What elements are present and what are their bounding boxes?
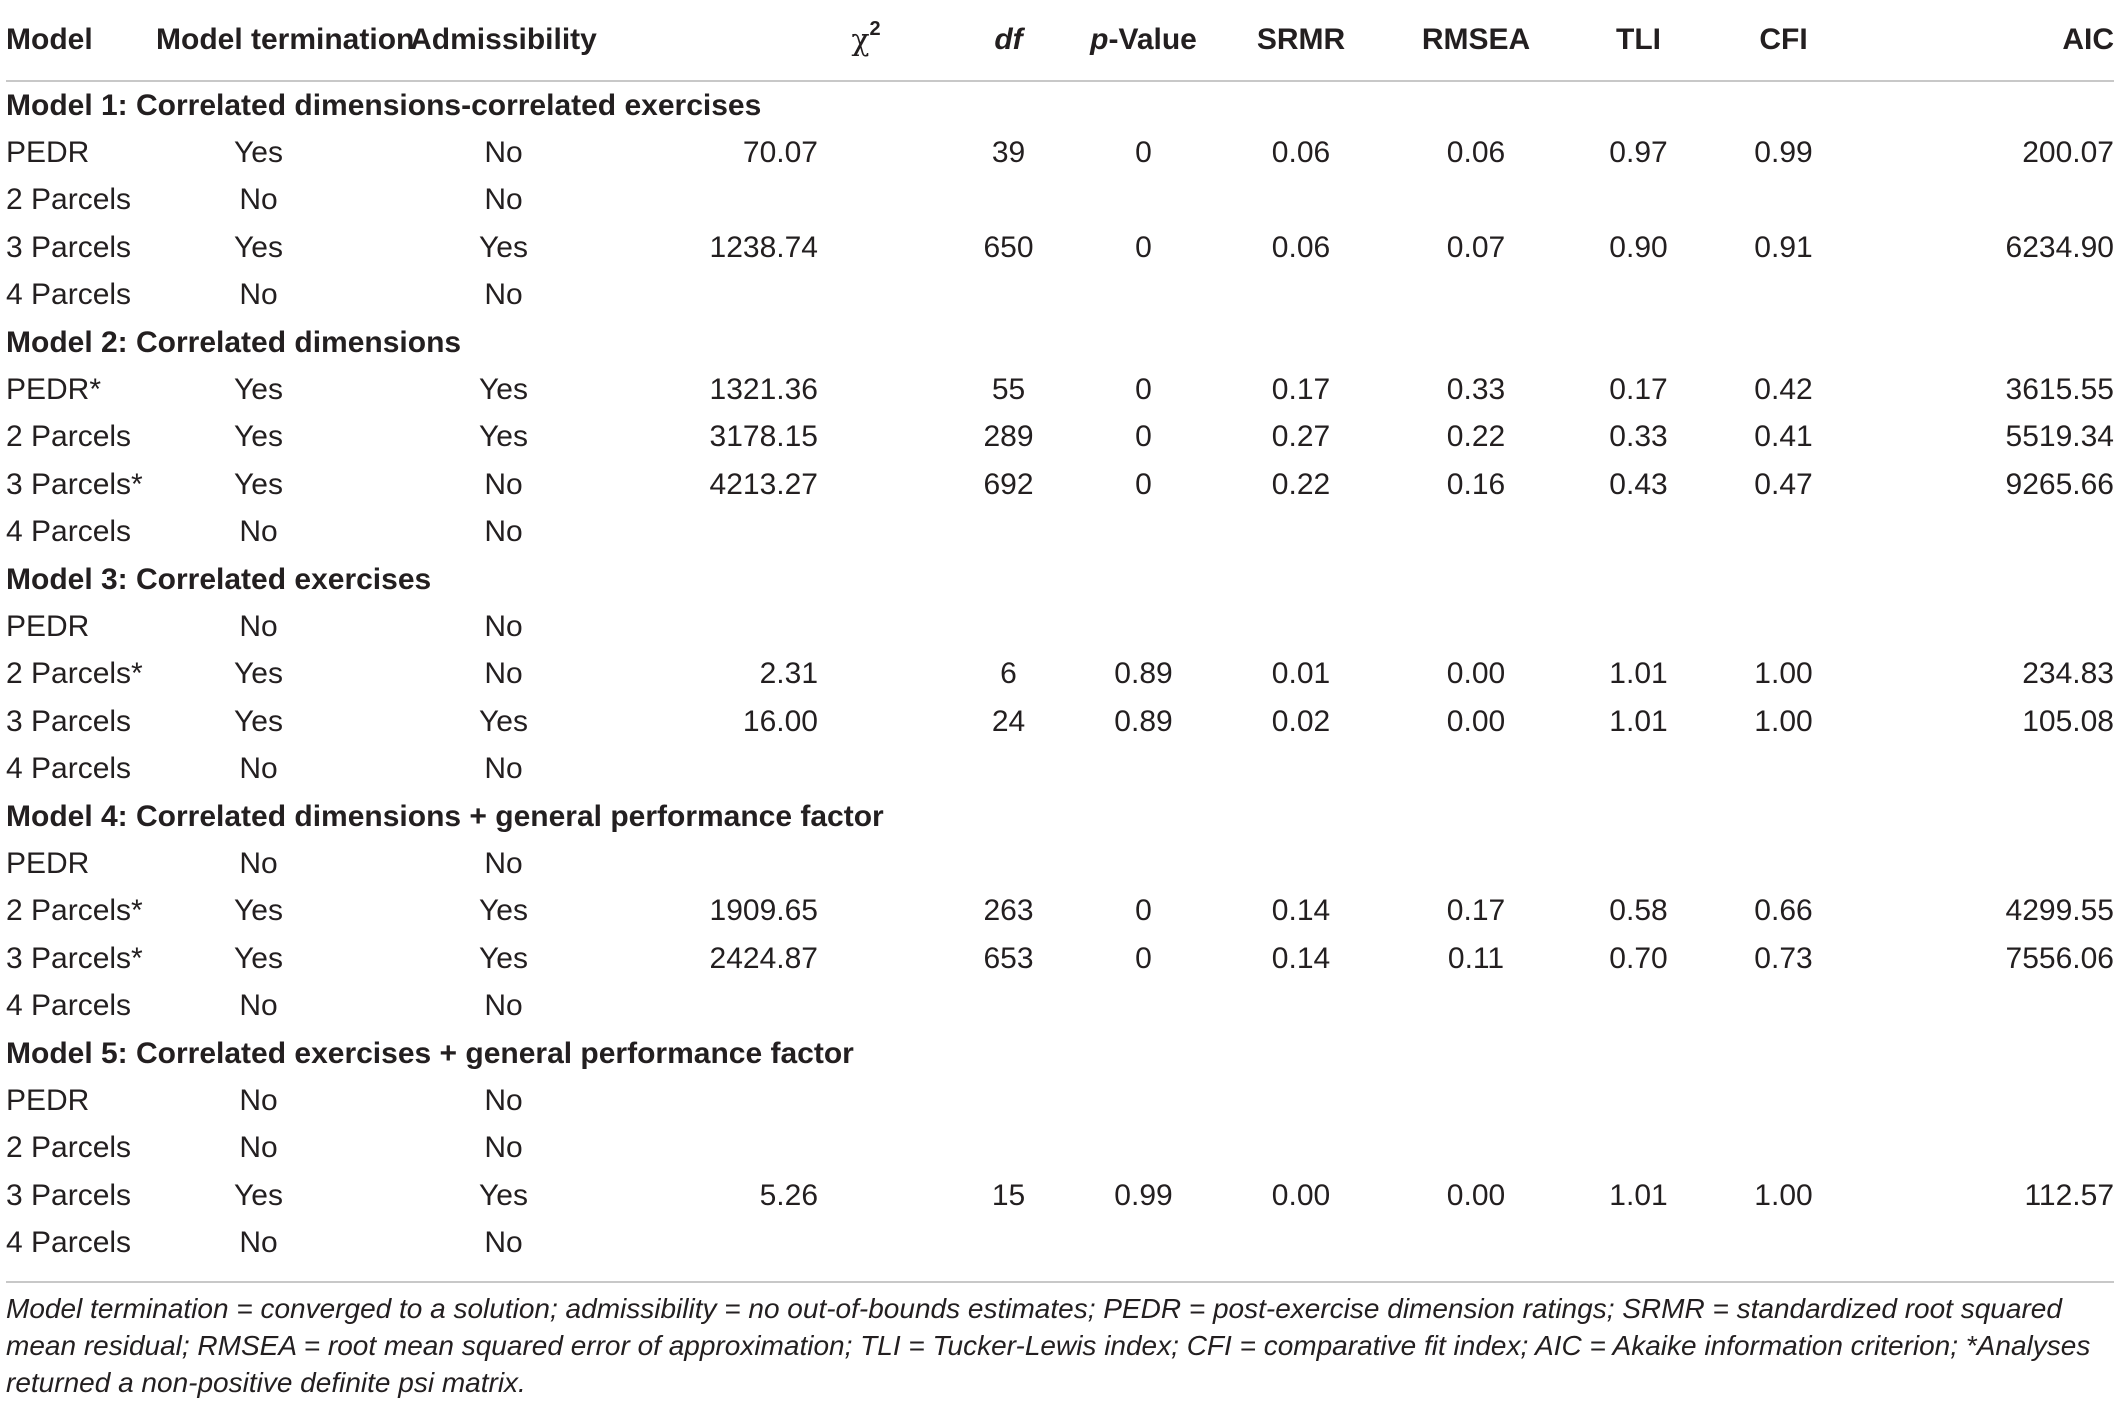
- header-model: Model: [6, 0, 156, 81]
- cell-admissibility: Yes: [479, 704, 528, 738]
- cell-rmsea: 0.33: [1446, 373, 1506, 407]
- cell-p-value: [1071, 1125, 1216, 1172]
- cell-tli: [1566, 840, 1711, 887]
- cell-chi-square: 1321.36: [709, 373, 818, 407]
- table-row: [6, 935, 2114, 982]
- cell-srmr: [1216, 272, 1386, 319]
- cell-admissibility: Yes: [479, 230, 528, 264]
- cell-rmsea: [1386, 1077, 1566, 1124]
- cell-admissibility: No: [484, 467, 523, 501]
- cell-srmr: 0.00: [1271, 1178, 1331, 1212]
- cell-tli: [1566, 982, 1711, 1029]
- cell-df: 24: [991, 704, 1026, 738]
- cell-admissibility: No: [484, 1131, 523, 1165]
- chi-superscript: 2: [869, 18, 881, 40]
- cell-chi-square: 1909.65: [709, 894, 818, 928]
- cell-aic: 200.07: [2022, 136, 2114, 170]
- cell-p-value: [1071, 745, 1216, 792]
- header-admissibility: Admissibility: [361, 0, 646, 81]
- cell-df: [946, 509, 1071, 556]
- cell-df: [946, 272, 1071, 319]
- table-row: [6, 1125, 2114, 1172]
- cell-model: PEDR: [6, 136, 90, 170]
- p-suffix: -Value: [1108, 23, 1197, 56]
- cell-aic: 7556.06: [2005, 941, 2114, 975]
- cell-cfi: 0.66: [1754, 894, 1813, 928]
- table-row: [6, 414, 2114, 461]
- cell-aic: [1856, 177, 2114, 224]
- group-title: Model 4: Correlated dimensions + general performance factor: [6, 799, 884, 833]
- cell-model: 3 Parcels: [6, 1178, 132, 1212]
- cell-aic: [1856, 1125, 2114, 1172]
- cell-termination: Yes: [234, 657, 283, 691]
- cell-srmr: 0.02: [1271, 704, 1331, 738]
- cell-srmr: [1216, 1077, 1386, 1124]
- cell-termination: No: [239, 609, 278, 643]
- cell-aic: [1856, 745, 2114, 792]
- cell-chi-square: [646, 1125, 946, 1172]
- cell-p-value: [1071, 272, 1216, 319]
- cell-admissibility: No: [484, 515, 523, 549]
- cell-tli: [1566, 745, 1711, 792]
- table-row: [6, 651, 2114, 698]
- cell-df: 653: [983, 941, 1034, 975]
- cell-rmsea: [1386, 603, 1566, 650]
- cell-df: 55: [991, 373, 1026, 407]
- cell-cfi: 0.47: [1754, 467, 1813, 501]
- cell-chi-square: [646, 177, 946, 224]
- cell-tli: 0.70: [1609, 941, 1668, 975]
- cell-srmr: [1216, 603, 1386, 650]
- cell-p-value: 0: [1135, 420, 1152, 454]
- cell-model: 2 Parcels: [6, 420, 132, 454]
- cell-srmr: [1216, 509, 1386, 556]
- cell-p-value: 0: [1135, 230, 1152, 264]
- table-row: [6, 224, 2114, 271]
- header-row: [6, 0, 2114, 81]
- cell-cfi: [1711, 745, 1856, 792]
- cell-admissibility: Yes: [479, 894, 528, 928]
- cell-tli: 0.97: [1609, 136, 1668, 170]
- cell-chi-square: 16.00: [742, 704, 818, 738]
- table-row: [6, 272, 2114, 319]
- table-row: [6, 177, 2114, 224]
- table-row: [6, 745, 2114, 792]
- cell-cfi: [1711, 272, 1856, 319]
- cell-rmsea: 0.00: [1446, 704, 1506, 738]
- chi-symbol: χ: [851, 23, 870, 58]
- cell-rmsea: [1386, 840, 1566, 887]
- cell-aic: 3615.55: [2005, 373, 2114, 407]
- cell-model: 4 Parcels: [6, 752, 132, 786]
- table-row: [6, 982, 2114, 1029]
- cell-tli: 1.01: [1609, 1178, 1668, 1212]
- cell-chi-square: [646, 1219, 946, 1266]
- cell-p-value: 0.89: [1114, 657, 1173, 691]
- cell-rmsea: [1386, 177, 1566, 224]
- cell-termination: Yes: [234, 420, 283, 454]
- table-row: [6, 509, 2114, 556]
- cell-df: 6: [1000, 657, 1017, 691]
- cell-chi-square: 4213.27: [709, 467, 818, 501]
- header-cfi: CFI: [1711, 0, 1856, 81]
- cell-cfi: [1711, 603, 1856, 650]
- group-row: [6, 556, 2114, 603]
- cell-termination: No: [239, 752, 278, 786]
- cell-tli: [1566, 1077, 1711, 1124]
- cell-df: [946, 745, 1071, 792]
- cell-chi-square: [646, 603, 946, 650]
- cell-aic: [1856, 1077, 2114, 1124]
- cell-model: 2 Parcels*: [6, 894, 143, 928]
- cell-srmr: [1216, 1125, 1386, 1172]
- cell-rmsea: 0.16: [1446, 467, 1506, 501]
- cell-chi-square: 2424.87: [709, 941, 818, 975]
- cell-p-value: 0: [1135, 894, 1152, 928]
- cell-termination: No: [239, 989, 278, 1023]
- cell-model: 2 Parcels: [6, 183, 132, 217]
- cell-df: [946, 840, 1071, 887]
- cell-tli: 0.58: [1609, 894, 1668, 928]
- cell-df: 15: [991, 1178, 1026, 1212]
- cell-rmsea: 0.22: [1446, 420, 1506, 454]
- cell-srmr: 0.17: [1271, 373, 1331, 407]
- cell-cfi: [1711, 509, 1856, 556]
- cell-srmr: [1216, 745, 1386, 792]
- cell-admissibility: No: [484, 609, 523, 643]
- cell-df: 39: [991, 136, 1026, 170]
- cell-srmr: 0.27: [1271, 420, 1331, 454]
- cell-tli: [1566, 603, 1711, 650]
- cell-cfi: [1711, 982, 1856, 1029]
- cell-rmsea: 0.07: [1446, 230, 1506, 264]
- cell-aic: [1856, 272, 2114, 319]
- cell-termination: No: [239, 515, 278, 549]
- cell-chi-square: [646, 745, 946, 792]
- table-row: [6, 840, 2114, 887]
- cell-cfi: [1711, 1219, 1856, 1266]
- cell-admissibility: No: [484, 752, 523, 786]
- header-rmsea: RMSEA: [1386, 0, 1566, 81]
- cell-model: 3 Parcels: [6, 230, 132, 264]
- cell-cfi: 0.91: [1754, 230, 1813, 264]
- cell-df: [946, 1219, 1071, 1266]
- cell-p-value: 0.89: [1114, 704, 1173, 738]
- cell-termination: No: [239, 1131, 278, 1165]
- group-row: [6, 1030, 2114, 1077]
- cell-cfi: 0.42: [1754, 373, 1813, 407]
- cell-rmsea: [1386, 1125, 1566, 1172]
- cell-aic: 234.83: [2022, 657, 2114, 691]
- cell-df: [946, 603, 1071, 650]
- cell-admissibility: No: [484, 989, 523, 1023]
- cell-termination: Yes: [234, 467, 283, 501]
- cell-admissibility: Yes: [479, 373, 528, 407]
- cell-p-value: [1071, 982, 1216, 1029]
- cell-cfi: [1711, 1125, 1856, 1172]
- cell-tli: 0.17: [1609, 373, 1668, 407]
- header-termination: Model termination: [156, 0, 361, 81]
- cell-cfi: 1.00: [1754, 657, 1813, 691]
- cell-termination: No: [239, 846, 278, 880]
- header-srmr: SRMR: [1216, 0, 1386, 81]
- cell-srmr: 0.22: [1271, 467, 1331, 501]
- cell-tli: 1.01: [1609, 657, 1668, 691]
- cell-aic: [1856, 603, 2114, 650]
- group-title: Model 1: Correlated dimensions-correlated exercises: [6, 88, 762, 122]
- cell-tli: 0.43: [1609, 467, 1668, 501]
- group-title: Model 5: Correlated exercises + general performance factor: [6, 1036, 854, 1070]
- header-p-value: [1071, 0, 1216, 81]
- cell-cfi: [1711, 1077, 1856, 1124]
- cell-model: PEDR: [6, 1083, 90, 1117]
- cell-srmr: 0.01: [1271, 657, 1331, 691]
- cell-rmsea: 0.06: [1446, 136, 1506, 170]
- cell-termination: Yes: [234, 136, 283, 170]
- cell-srmr: [1216, 982, 1386, 1029]
- cell-srmr: 0.14: [1271, 941, 1331, 975]
- cell-aic: [1856, 840, 2114, 887]
- p-letter: p: [1090, 23, 1109, 56]
- cell-cfi: [1711, 177, 1856, 224]
- cell-chi-square: 1238.74: [709, 230, 818, 264]
- cell-p-value: [1071, 1219, 1216, 1266]
- cell-chi-square: 2.31: [759, 657, 818, 691]
- cell-termination: No: [239, 1083, 278, 1117]
- cell-admissibility: Yes: [479, 1178, 528, 1212]
- cell-rmsea: [1386, 1219, 1566, 1266]
- cell-srmr: [1216, 177, 1386, 224]
- cell-termination: No: [239, 1226, 278, 1260]
- cell-model: 2 Parcels*: [6, 657, 143, 691]
- cell-admissibility: No: [484, 183, 523, 217]
- table-row: [6, 1172, 2114, 1219]
- table-row: [6, 129, 2114, 176]
- cell-model: 4 Parcels: [6, 515, 132, 549]
- cell-srmr: 0.06: [1271, 136, 1331, 170]
- cell-cfi: 0.99: [1754, 136, 1813, 170]
- cell-model: PEDR*: [6, 373, 102, 407]
- cell-model: 2 Parcels: [6, 1131, 132, 1165]
- cell-srmr: [1216, 1219, 1386, 1266]
- header-df: df: [946, 0, 1071, 81]
- cell-df: 263: [983, 894, 1034, 928]
- cell-admissibility: No: [484, 846, 523, 880]
- cell-tli: [1566, 177, 1711, 224]
- cell-df: [946, 1125, 1071, 1172]
- cell-chi-square: [646, 982, 946, 1029]
- table-row: [6, 1077, 2114, 1124]
- cell-rmsea: 0.11: [1447, 941, 1505, 975]
- cell-aic: 112.57: [2024, 1178, 2114, 1212]
- model-fit-table: [6, 0, 2114, 1267]
- cell-admissibility: No: [484, 1226, 523, 1260]
- cell-model: 3 Parcels*: [6, 941, 143, 975]
- cell-df: [946, 1077, 1071, 1124]
- cell-admissibility: No: [484, 278, 523, 312]
- cell-rmsea: [1386, 982, 1566, 1029]
- table-row: [6, 461, 2114, 508]
- cell-p-value: 0.99: [1114, 1178, 1173, 1212]
- cell-aic: 105.08: [2022, 704, 2114, 738]
- cell-model: 4 Parcels: [6, 1226, 132, 1260]
- cell-model: 4 Parcels: [6, 989, 132, 1023]
- cell-rmsea: [1386, 745, 1566, 792]
- cell-chi-square: [646, 840, 946, 887]
- table-row: [6, 366, 2114, 413]
- table-body: [6, 81, 2114, 1267]
- group-row: [6, 793, 2114, 840]
- cell-aic: [1856, 982, 2114, 1029]
- cell-termination: Yes: [234, 1178, 283, 1212]
- cell-aic: 4299.55: [2005, 894, 2114, 928]
- cell-chi-square: [646, 509, 946, 556]
- cell-chi-square: [646, 1077, 946, 1124]
- cell-chi-square: 70.07: [742, 136, 818, 170]
- header-tli: TLI: [1566, 0, 1711, 81]
- cell-model: PEDR: [6, 846, 90, 880]
- cell-df: 650: [983, 230, 1034, 264]
- cell-p-value: 0: [1135, 941, 1152, 975]
- cell-cfi: 0.41: [1754, 420, 1813, 454]
- cell-cfi: 1.00: [1754, 1178, 1813, 1212]
- cell-admissibility: Yes: [479, 941, 528, 975]
- cell-df: [946, 177, 1071, 224]
- cell-tli: 0.33: [1609, 420, 1668, 454]
- cell-p-value: [1071, 1077, 1216, 1124]
- cell-df: 289: [983, 420, 1034, 454]
- cell-tli: 1.01: [1609, 704, 1668, 738]
- cell-chi-square: 3178.15: [709, 420, 818, 454]
- cell-cfi: 1.00: [1754, 704, 1813, 738]
- group-title: Model 3: Correlated exercises: [6, 562, 432, 596]
- bottom-rule: [6, 1281, 2114, 1283]
- cell-admissibility: No: [484, 136, 523, 170]
- cell-rmsea: 0.00: [1446, 657, 1506, 691]
- cell-model: 3 Parcels: [6, 704, 132, 738]
- table-row: [6, 603, 2114, 650]
- cell-model: 3 Parcels*: [6, 467, 143, 501]
- cell-p-value: 0: [1135, 467, 1152, 501]
- table-row: [6, 1219, 2114, 1266]
- group-row: [6, 319, 2114, 366]
- cell-termination: Yes: [234, 373, 283, 407]
- cell-tli: [1566, 272, 1711, 319]
- cell-admissibility: No: [484, 1083, 523, 1117]
- cell-df: [946, 982, 1071, 1029]
- cell-chi-square: 5.26: [759, 1178, 818, 1212]
- cell-rmsea: [1386, 272, 1566, 319]
- cell-p-value: [1071, 840, 1216, 887]
- cell-admissibility: No: [484, 657, 523, 691]
- cell-aic: 9265.66: [2005, 467, 2114, 501]
- cell-aic: [1856, 1219, 2114, 1266]
- cell-aic: [1856, 509, 2114, 556]
- cell-aic: 5519.34: [2005, 420, 2114, 454]
- cell-model: PEDR: [6, 609, 90, 643]
- cell-p-value: 0: [1135, 373, 1152, 407]
- cell-rmsea: 0.17: [1446, 894, 1506, 928]
- table-footnote: Model termination = converged to a solution; admissibility = no out-of-bounds estimates; PEDR = post-exercise dimension ratings; SRMR = standardized root squared mean residual; RMSEA = root mean squared error of approximation; TLI = Tucker-Lewis index; CFI = comparative fit index; AIC = Akaike information criterion; *Analyses returned a non-positive definite psi matrix.: [6, 1293, 2091, 1398]
- cell-srmr: 0.06: [1271, 230, 1331, 264]
- cell-srmr: [1216, 840, 1386, 887]
- table-row: [6, 698, 2114, 745]
- group-row: [6, 81, 2114, 129]
- cell-model: 4 Parcels: [6, 278, 132, 312]
- cell-tli: [1566, 509, 1711, 556]
- cell-termination: Yes: [234, 894, 283, 928]
- cell-termination: Yes: [234, 704, 283, 738]
- cell-tli: [1566, 1219, 1711, 1266]
- cell-termination: No: [239, 183, 278, 217]
- cell-rmsea: 0.00: [1446, 1178, 1506, 1212]
- cell-rmsea: [1386, 509, 1566, 556]
- cell-termination: Yes: [234, 941, 283, 975]
- cell-cfi: 0.73: [1754, 941, 1813, 975]
- cell-chi-square: [646, 272, 946, 319]
- cell-p-value: 0: [1135, 136, 1152, 170]
- cell-p-value: [1071, 603, 1216, 650]
- cell-df: 692: [983, 467, 1034, 501]
- cell-srmr: 0.14: [1271, 894, 1331, 928]
- cell-aic: 6234.90: [2005, 230, 2114, 264]
- cell-p-value: [1071, 177, 1216, 224]
- cell-termination: No: [239, 278, 278, 312]
- cell-cfi: [1711, 840, 1856, 887]
- cell-admissibility: Yes: [479, 420, 528, 454]
- header-aic: AIC: [1856, 0, 2114, 81]
- cell-tli: 0.90: [1609, 230, 1668, 264]
- cell-tli: [1566, 1125, 1711, 1172]
- cell-p-value: [1071, 509, 1216, 556]
- cell-termination: Yes: [234, 230, 283, 264]
- group-title: Model 2: Correlated dimensions: [6, 325, 462, 359]
- header-chi-square: [646, 0, 946, 81]
- table-row: [6, 888, 2114, 935]
